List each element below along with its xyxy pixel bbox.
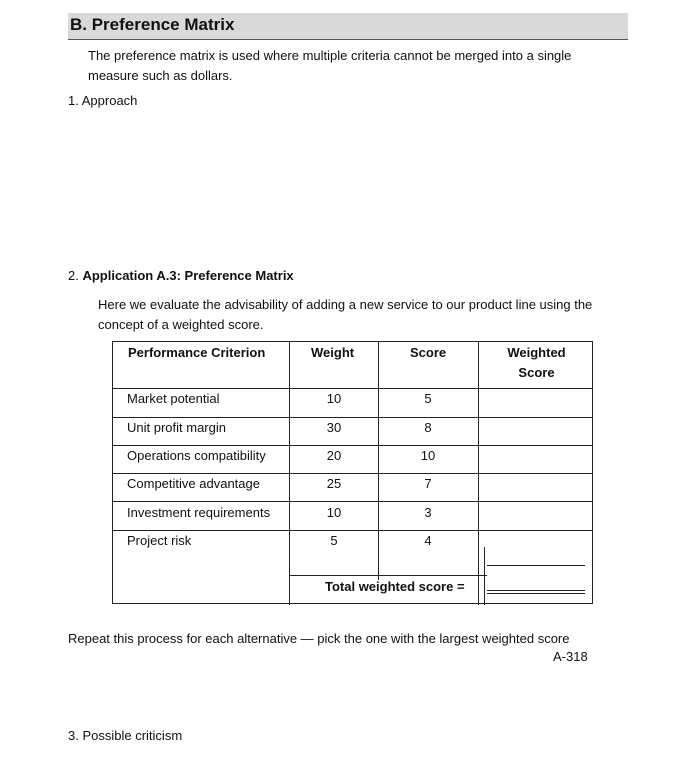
row-divider <box>113 445 592 446</box>
total-answer-line <box>487 590 585 591</box>
row-weight: 30 <box>326 420 342 435</box>
header-weighted-score: Score <box>518 365 555 380</box>
header-criterion: Performance Criterion <box>128 345 266 360</box>
row-score: 7 <box>424 476 432 491</box>
row-weight: 10 <box>326 391 342 406</box>
row-divider <box>113 473 592 474</box>
application-label: Application A.3: Preference Matrix <box>82 268 294 283</box>
application-description: Here we evaluate the advisability of adding a new service to our product line using the concept of a weighted score. <box>98 297 593 332</box>
total-weighted-score-label: Total weighted score = <box>325 579 465 594</box>
header-weight: Weight <box>311 345 355 360</box>
row-score: 8 <box>424 420 432 435</box>
row-weight: 5 <box>330 533 338 548</box>
intro-paragraph: The preference matrix is used where multiple criteria cannot be merged into a single measure such as dollars. <box>88 48 572 83</box>
approach-heading <box>68 93 137 108</box>
row-score: 3 <box>424 505 432 520</box>
criticism-label: Possible criticism <box>82 728 183 743</box>
preference-matrix-table <box>112 341 593 604</box>
row-weight: 20 <box>326 448 342 463</box>
application-number: 2. <box>68 268 79 283</box>
row-score: 5 <box>424 391 432 406</box>
header-score: Score <box>410 345 447 360</box>
criticism-heading <box>68 728 182 743</box>
application-heading <box>68 268 294 283</box>
approach-number: 1. <box>68 93 79 108</box>
footer-instruction: Repeat this process for each alternative — pick the one with the largest weighted score <box>68 631 570 646</box>
row-criterion: Unit profit margin <box>127 420 226 435</box>
criticism-number: 3. <box>68 728 79 743</box>
col-divider <box>484 547 485 605</box>
page-number: A-318 <box>553 649 588 664</box>
total-answer-double-line <box>487 593 585 594</box>
row-divider <box>289 575 487 576</box>
row-divider <box>113 530 592 531</box>
row-divider <box>113 388 592 389</box>
row-weight: 25 <box>326 476 342 491</box>
row-weight: 10 <box>326 505 342 520</box>
row-criterion: Operations compatibility <box>127 448 266 463</box>
row-score: 10 <box>420 448 436 463</box>
row-criterion: Investment requirements <box>127 505 271 520</box>
row-criterion: Market potential <box>127 391 220 406</box>
approach-label: Approach <box>81 93 138 108</box>
header-weighted: Weighted <box>507 345 566 360</box>
row-criterion: Competitive advantage <box>127 476 260 491</box>
row-criterion: Project risk <box>127 533 192 548</box>
row-divider <box>113 501 592 502</box>
row-divider <box>113 417 592 418</box>
section-title: B. Preference Matrix <box>70 15 235 34</box>
row-score: 4 <box>424 533 432 548</box>
answer-line <box>487 565 585 566</box>
